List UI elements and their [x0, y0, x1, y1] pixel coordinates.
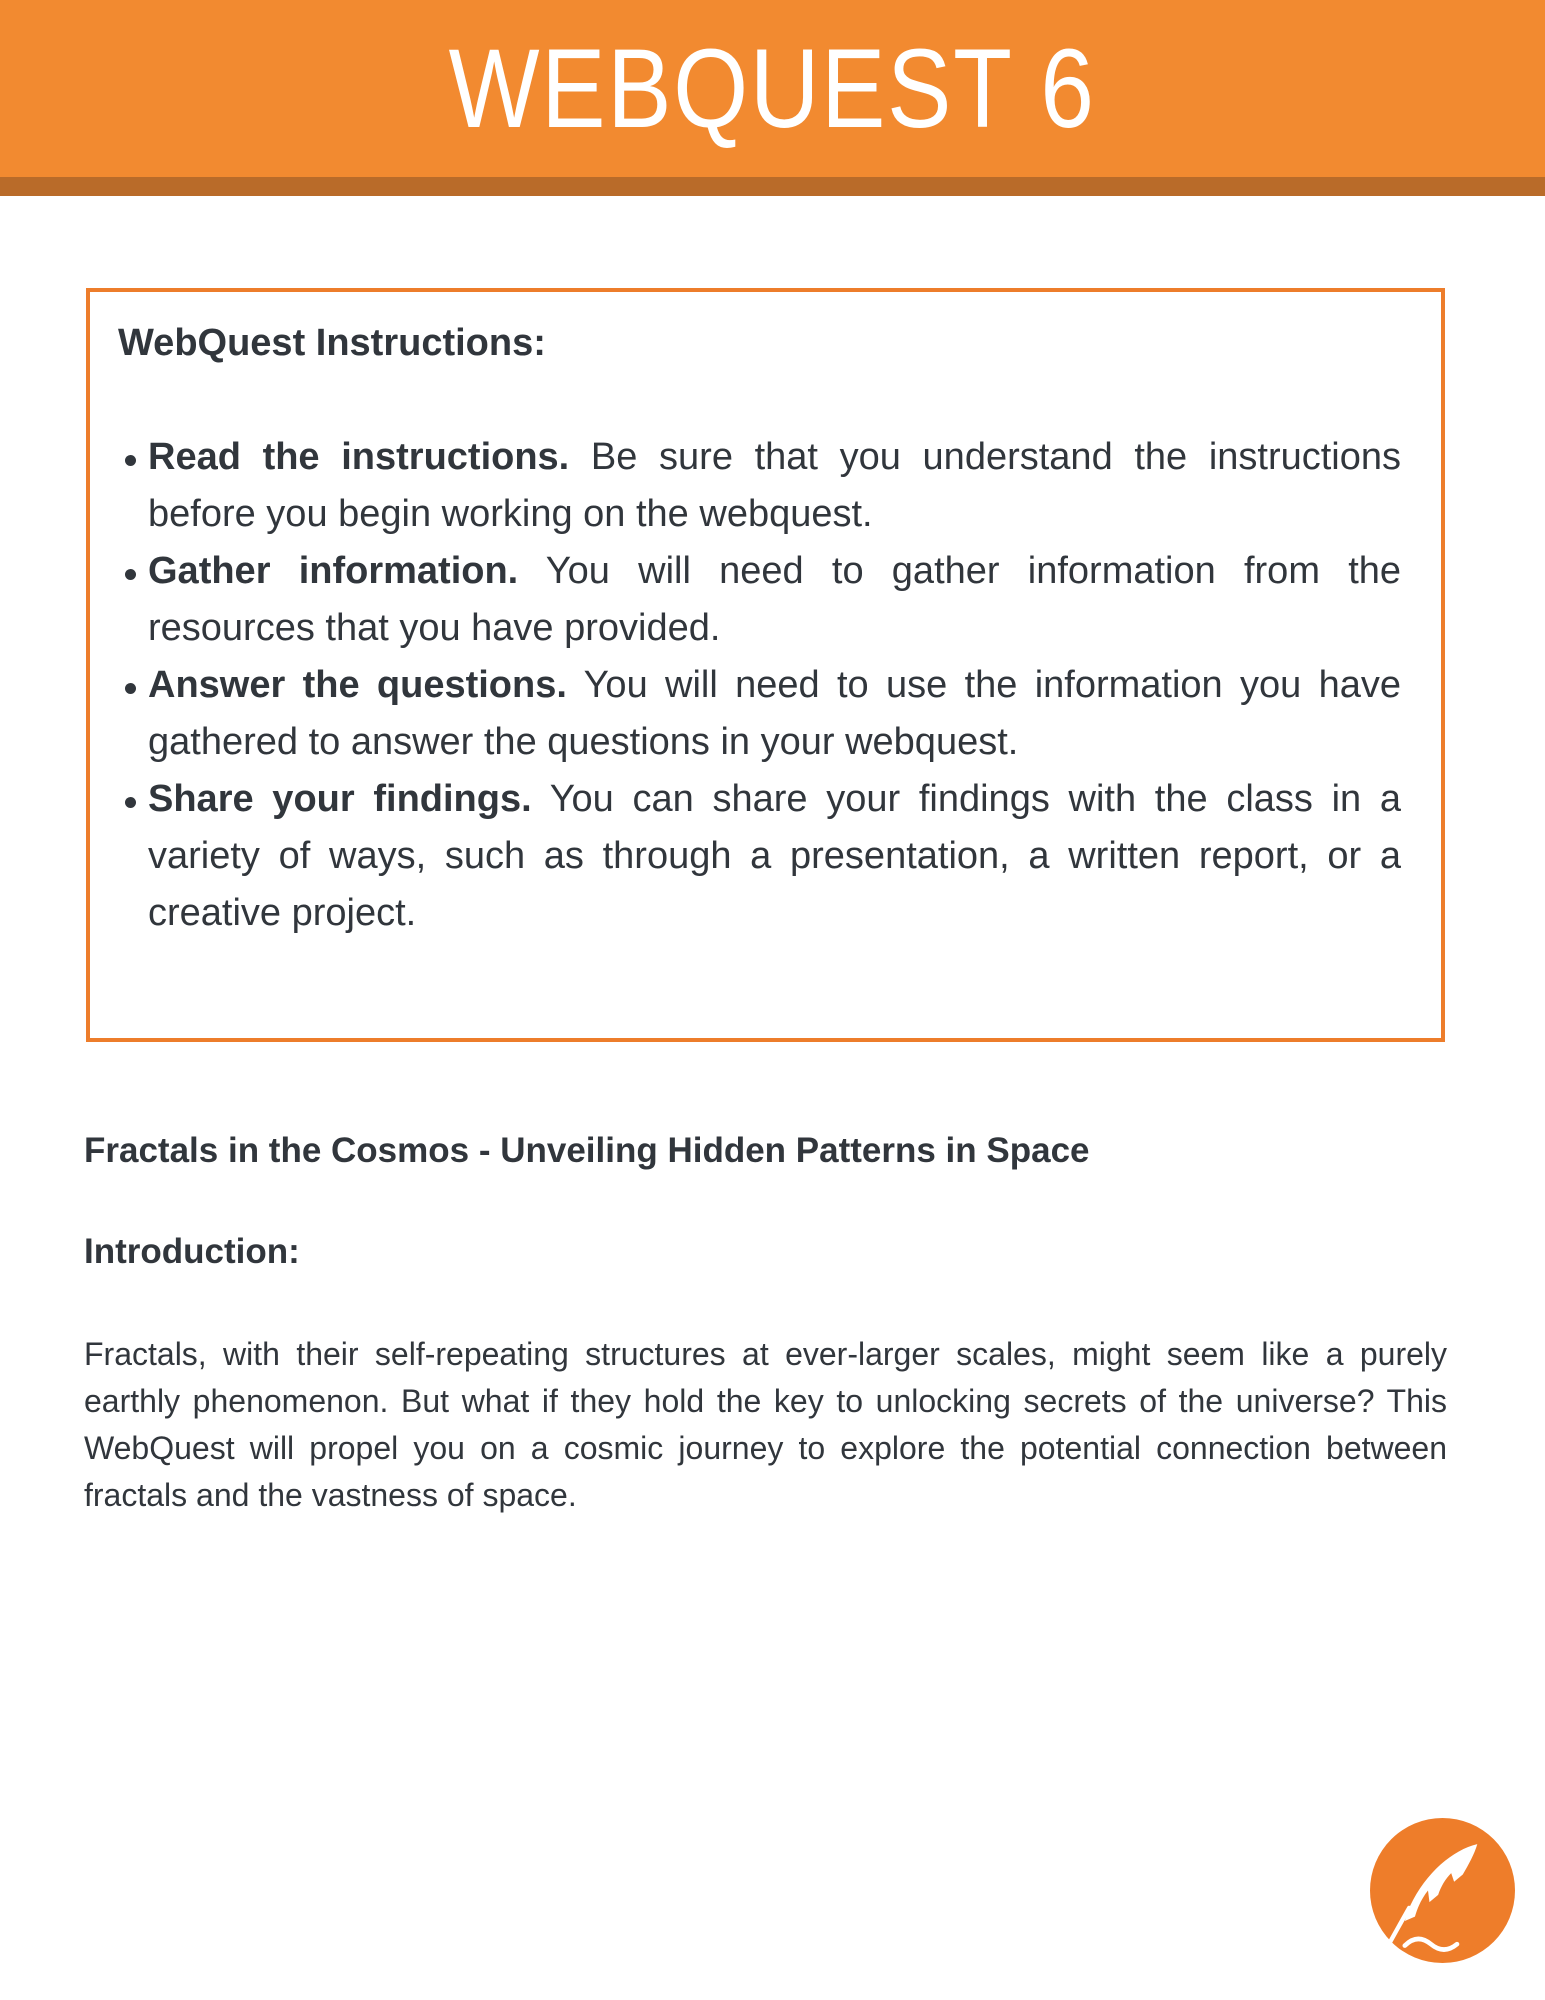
- header-banner: [0, 0, 1545, 177]
- bullet-lead: Share your findings.: [148, 778, 532, 820]
- list-item: [148, 429, 1401, 543]
- page-title: WEBQUEST 6: [448, 25, 1096, 151]
- bullet-lead: Answer the questions.: [148, 664, 567, 706]
- bullet-text: Be sure that you understand the instructions before you begin working on the webquest.: [148, 436, 1402, 535]
- bullet-text: You will need to use the information you have gathered to answer the questions in your webquest.: [148, 664, 1402, 763]
- bullet-text: You can share your findings with the class in a variety of ways, such as through a presentation, a written report, or a creative project.: [148, 778, 1401, 934]
- header-accent-strip: [0, 177, 1545, 196]
- list-item: [148, 543, 1401, 657]
- bullet-lead: Read the instructions.: [148, 436, 570, 478]
- list-item: [148, 657, 1401, 771]
- instructions-heading: WebQuest Instructions:: [118, 322, 546, 364]
- bullet-lead: Gather information.: [148, 550, 519, 592]
- introduction-heading: Introduction:: [84, 1232, 300, 1271]
- instructions-box: [86, 288, 1445, 1042]
- article-section: [84, 1128, 1447, 1519]
- introduction-paragraph: Fractals, with their self-repeating structures at ever-larger scales, might seem like a purely earthly phenomenon. But what if they hold the key to unlocking secrets of the universe? This WebQuest will propel you on a cosmic journey to explore the potential connection between fractals and the vastness of space.: [84, 1336, 1447, 1513]
- instructions-list: [118, 429, 1401, 942]
- bullet-text: You will need to gather information from the resources that you have provided.: [148, 550, 1402, 649]
- article-title: Fractals in the Cosmos - Unveiling Hidden Patterns in Space: [84, 1131, 1090, 1170]
- publisher-logo: [1370, 1818, 1515, 1963]
- quill-feather-icon: [1370, 1818, 1515, 1963]
- list-item: [148, 771, 1401, 942]
